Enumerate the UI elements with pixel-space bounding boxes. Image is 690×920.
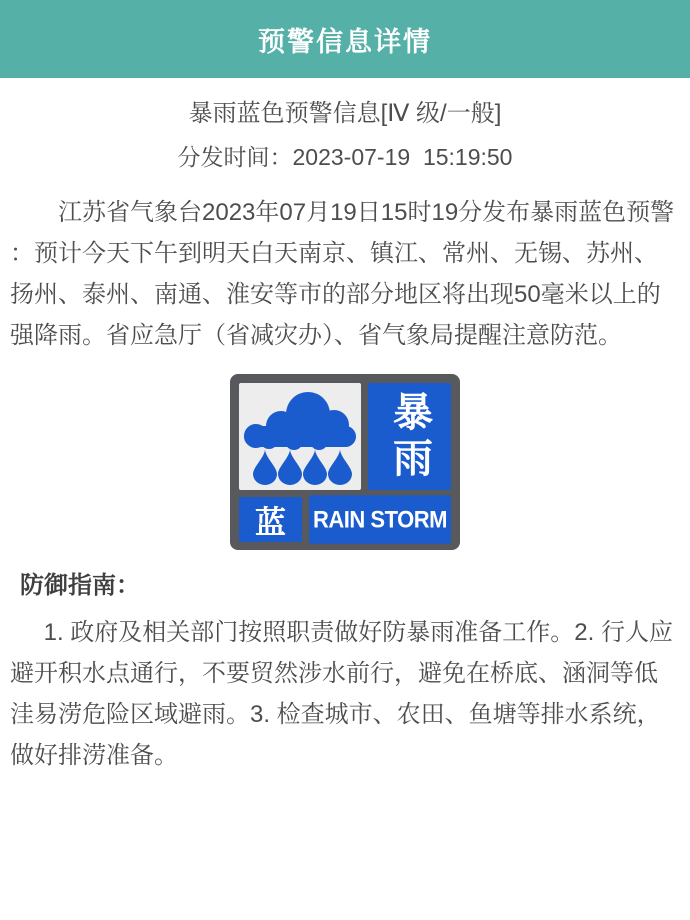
- badge-container: [0, 374, 690, 550]
- rainstorm-blue-warning-badge: [230, 374, 460, 550]
- guide-body-text: 1. 政府及相关部门按照职责做好防暴雨准备工作。2. 行人应避开积水点通行，不要贸然涉水前行，避免在桥底、涵洞等低洼易涝危险区域避雨。3. 检查城市、农田、鱼塘等排水系统，做好排涝准备。: [10, 619, 673, 769]
- guide-heading: 防御指南：: [20, 572, 140, 599]
- badge-level-label: 蓝: [239, 497, 302, 542]
- page-title: 预警信息详情: [258, 26, 432, 57]
- alert-content: [0, 98, 690, 776]
- alert-body-text: 江苏省气象台2023年07月19日15时19分发布暴雨蓝色预警：预计今天下午到明天白天南京、镇江、常州、无锡、苏州、扬州、泰州、南通、淮安等市的部分地区将出现50毫米以上的强降雨。省应急厅（省减灾办）、省气象局提醒注意防范。: [10, 199, 675, 349]
- badge-bottom-row: [239, 497, 451, 542]
- badge-top-row: [239, 383, 451, 490]
- badge-english-label: RAIN STORM: [309, 495, 451, 544]
- badge-type-label: 暴雨: [387, 390, 432, 483]
- rain-cloud-icon: [239, 383, 361, 490]
- badge-type-panel: [368, 383, 451, 490]
- alert-title: 暴雨蓝色预警信息[Ⅳ 级/一般]: [188, 100, 502, 127]
- publish-time: 分发时间：2023-07-19 15:19:50: [177, 144, 513, 170]
- page-header: [0, 0, 690, 78]
